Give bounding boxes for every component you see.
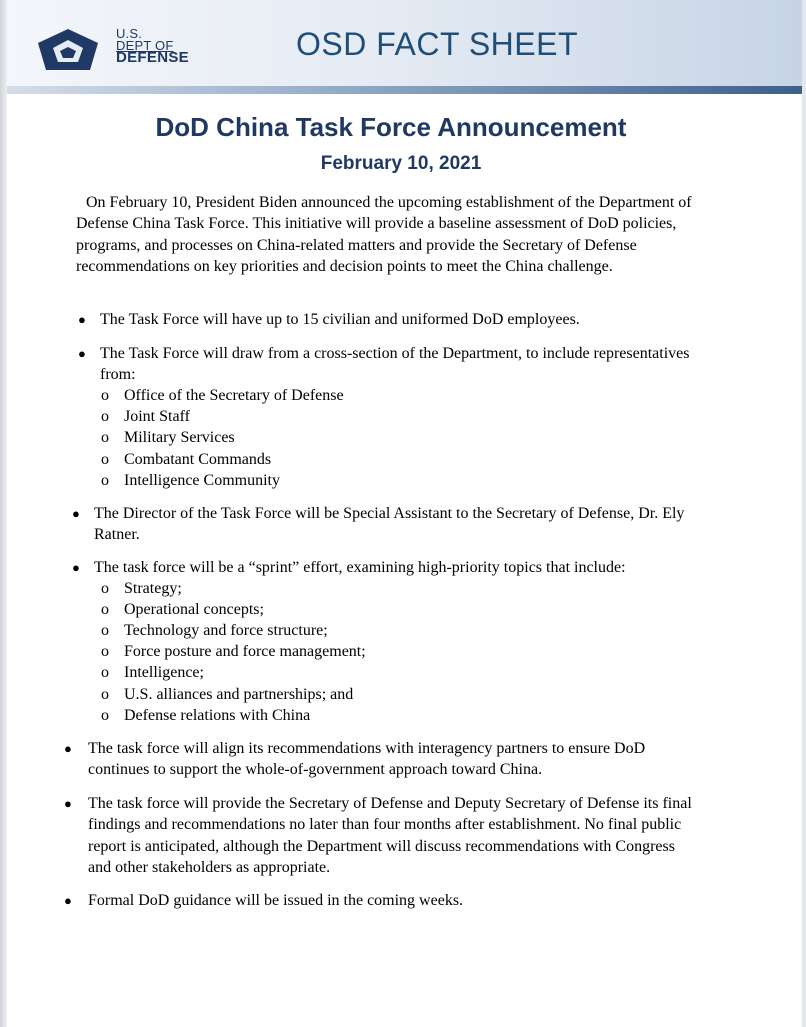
sub-list-text: Defense relations with China [124, 707, 311, 724]
bullet-text: The Task Force will draw from a cross-section of the Department, to include representatives from: [100, 345, 690, 384]
bullet-text: Formal DoD guidance will be issued in the coming weeks. [88, 892, 464, 909]
sub-list-text: Intelligence; [124, 664, 204, 681]
sub-list-text: Technology and force structure; [124, 622, 328, 639]
logo-line-defense: DEFENSE [116, 49, 189, 66]
bullet-dot: ● [64, 893, 72, 908]
header-divider [7, 86, 802, 94]
dod-logo [36, 24, 196, 72]
intro-paragraph: On February 10, President Biden announced the upcoming establishment of the Department of Defense China Task Force. This initiative will provide a baseline assessment of DoD policies, programs, and processes on China-related matters and provide the Secretary of Defense recommendations on key priorities and decision points to meet the China challenge. [76, 194, 692, 275]
logo-line-us: U.S. [116, 26, 143, 41]
bullet-dot: ● [72, 560, 80, 575]
page-title: DoD China Task Force Announcement [155, 112, 627, 142]
sub-list-text: Combatant Commands [124, 451, 272, 468]
page-edge-right [802, 0, 806, 1027]
bullet-dot: ● [78, 312, 86, 327]
bullet-dot: ● [72, 506, 80, 521]
sub-list-text: Intelligence Community [124, 472, 280, 489]
bullet-dot: ● [64, 741, 72, 756]
sub-list-text: Operational concepts; [124, 601, 264, 618]
bullet-dot: ● [78, 346, 86, 361]
sub-list-text: Office of the Secretary of Defense [124, 387, 344, 404]
bullet-text: The Task Force will have up to 15 civilian and uniformed DoD employees. [100, 311, 580, 328]
document-date: February 10, 2021 [320, 153, 482, 174]
sub-list-text: Force posture and force management; [124, 643, 366, 660]
bullet-text: The task force will provide the Secretary of Defense and Deputy Secretary of Defense its final findings and recommendations no later than four months after establishment. No final public report is anticipated, although the Department will discuss recommendations with Congress and other stakeholders as appropriate. [88, 795, 692, 876]
sub-list-text: Strategy; [124, 580, 182, 597]
bullet-dot: ● [64, 796, 72, 811]
bullet-text: The Director of the Task Force will be Special Assistant to the Secretary of Defense, Dr. Ely Ratner. [94, 505, 685, 544]
pentagon-icon [36, 26, 108, 72]
logo-line-dept: DEPT OF [116, 38, 174, 53]
fact-sheet-title: OSD FACT SHEET [296, 26, 579, 62]
bullet-text: The task force will align its recommendations with interagency partners to ensure DoD continues to support the whole-of-government approach toward China. [88, 740, 646, 779]
bullet-text: The task force will be a “sprint” effort, examining high-priority topics that include: [94, 559, 626, 576]
sub-list-text: Military Services [124, 429, 235, 446]
logo-wordmark [116, 28, 189, 64]
sub-list-text: U.S. alliances and partnerships; and [124, 686, 354, 703]
sub-list-text: Joint Staff [124, 408, 190, 425]
